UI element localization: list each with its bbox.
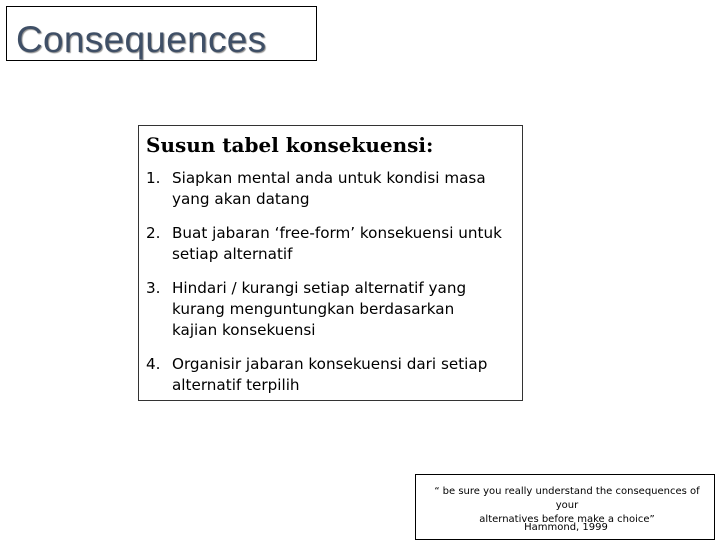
item-number: 1. <box>146 169 161 187</box>
item-number: 4. <box>146 355 161 373</box>
content-box <box>138 125 523 401</box>
list-item <box>146 354 518 396</box>
item-text-line: kurang menguntungkan berdasarkan <box>172 300 455 318</box>
item-text-line: Organisir jabaran konsekuensi dari setiap <box>172 355 488 373</box>
item-number: 3. <box>146 279 161 297</box>
title-box <box>6 6 317 61</box>
item-number: 2. <box>146 224 161 242</box>
item-text-line: yang akan datang <box>172 190 310 208</box>
item-text-line: alternatif terpilih <box>172 376 300 394</box>
quote-author: Hammond, 1999 <box>524 522 608 533</box>
item-text-line: Siapkan mental anda untuk kondisi masa <box>172 169 486 187</box>
item-text-line: Buat jabaran ‘free-form’ konsekuensi untuk <box>172 224 502 242</box>
quote-line: “ be sure you really understand the consequences of your <box>434 486 700 511</box>
item-text-line: kajian konsekuensi <box>172 321 316 339</box>
list-item <box>146 168 518 210</box>
quote-box <box>415 474 715 540</box>
box-heading: Susun tabel konsekuensi: <box>146 133 434 157</box>
item-text-line: Hindari / kurangi setiap alternatif yang <box>172 279 467 297</box>
consequence-steps-list <box>146 168 518 409</box>
slide-title: Consequences <box>16 19 267 60</box>
list-item <box>146 278 518 341</box>
item-text-line: setiap alternatif <box>172 245 293 263</box>
quote-line: alternatives before make a choice” <box>479 514 655 525</box>
list-item <box>146 223 518 265</box>
